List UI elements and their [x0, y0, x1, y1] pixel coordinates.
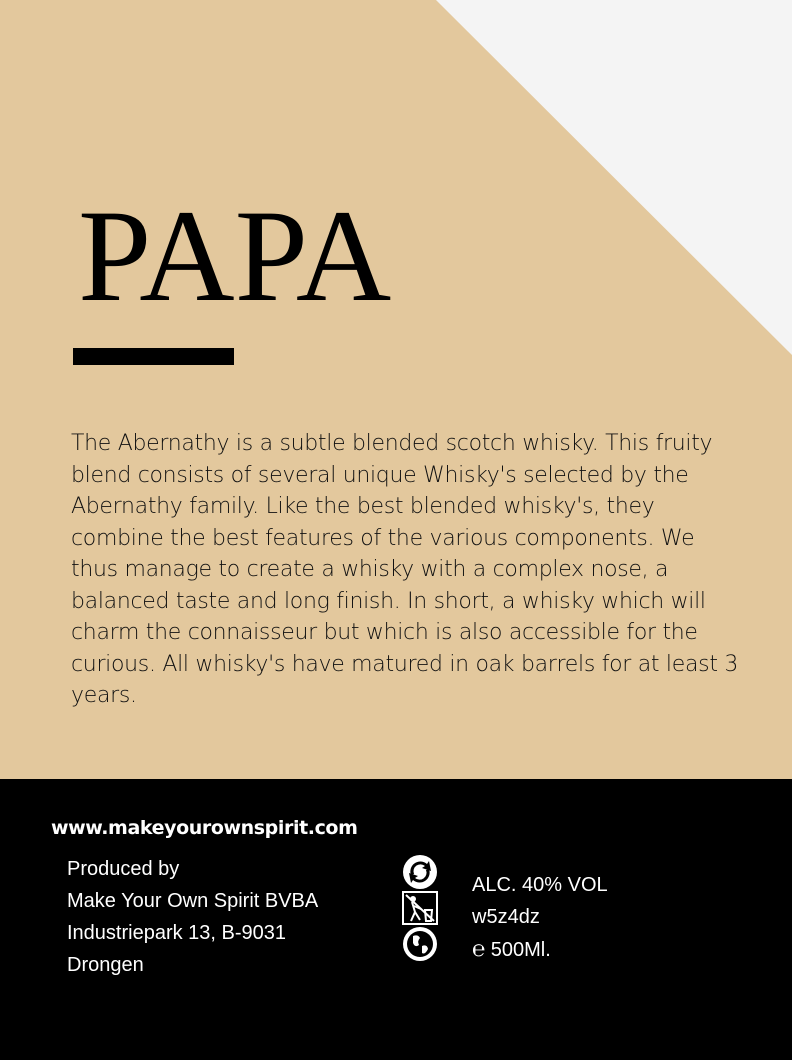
producer-line: Industriepark 13, B-9031	[67, 922, 287, 944]
recycling-icon	[401, 854, 439, 890]
website-link[interactable]: www.makeyourownspirit.com	[51, 817, 358, 839]
footer	[0, 779, 792, 1060]
producer-line: Make Your Own Spirit BVBA	[67, 890, 319, 912]
estimated-sign-icon: ℮	[472, 936, 486, 961]
producer-info	[67, 853, 318, 981]
title-underline	[73, 348, 234, 365]
product-specs	[472, 870, 608, 967]
volume: 500Ml.	[490, 939, 551, 961]
alcohol-content: ALC. 40% VOL	[472, 874, 608, 896]
globe-icon	[401, 926, 439, 962]
volume-line	[472, 933, 608, 967]
label-icons	[401, 854, 441, 962]
product-title: PAPA	[78, 182, 392, 329]
producer-line: Drongen	[67, 954, 144, 976]
batch-code: w5z4dz	[472, 905, 540, 928]
no-littering-icon	[401, 890, 439, 926]
producer-line: Produced by	[67, 858, 180, 880]
product-description: The Abernathy is a subtle blended scotch whisky. This fruity blend consists of several unique Whisky's selected by the Abernathy family. Like the best blended whisky's, they combine the best features of the various components. We thus manage to create a whisky with a complex nose, a balanced taste and long finish. In short, a whisky which will charm the connaisseur but which is also accessible for the curious. All whisky's have matured in oak barrels for at least 3 years.	[71, 431, 739, 708]
